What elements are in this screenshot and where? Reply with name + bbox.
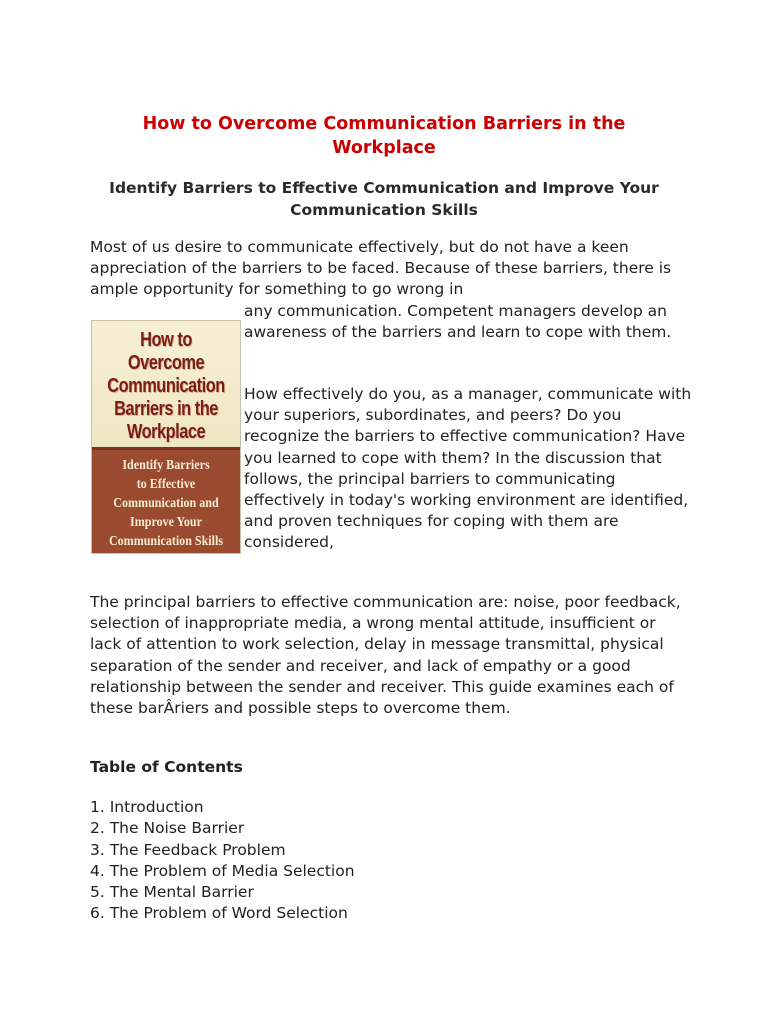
toc-item: 5. The Mental Barrier	[90, 883, 254, 902]
toc-heading: Table of Contents	[90, 758, 243, 776]
book-cover-subtitle-line: Improve Your	[130, 515, 202, 530]
book-cover-subtitle-line: Identify Barriers	[122, 458, 210, 473]
toc-list	[90, 797, 355, 925]
toc-item: 2. The Noise Barrier	[90, 819, 245, 838]
document-title: How to Overcome Communication Barriers in the Workplace	[142, 114, 626, 158]
principal-barriers-paragraph: The principal barriers to effective communication are: noise, poor feedback, selection of inappropriate media, a wrong mental attitude, insufficient or lack of attention to work selection, delay in message transmittal, physical separation of the sender and receiver, and lack of empathy or a good relationship between the sender and receiver. This guide examines each of these barÂriers and possible steps to overcome them.	[90, 593, 681, 718]
book-cover-subtitle-line: Communication Skills	[108, 534, 224, 549]
book-cover-title-line: How to Overcome	[127, 329, 205, 374]
intro-paragraph-top: Most of us desire to communicate effectively, but do not have a keen appreciation of the barriers to be faced. Because of these barriers, there is ample opportunity for something to go wrong in	[90, 238, 672, 299]
toc-item: 6. The Problem of Word Selection	[90, 904, 348, 923]
book-cover-subtitle-line: Communication and	[113, 496, 219, 511]
book-cover-title-line: Communication	[107, 375, 225, 397]
toc-item: 1. Introduction	[90, 798, 204, 816]
book-cover-subtitle	[102, 456, 229, 551]
book-cover-title	[105, 329, 226, 444]
book-cover-top-panel	[92, 321, 240, 447]
toc-item: 4. The Problem of Media Selection	[90, 861, 355, 880]
question-paragraph: How effectively do you, as a manager, communicate with your superiors, subordinates, and peers? Do you recognize the barriers to effective communication? Have you learned to cope with them? In the discussion that follows, the principal barriers to communicating effectively in today's working environment are identified, and proven techniques for coping with them are considered,	[244, 385, 692, 552]
toc-item: 3. The Feedback Problem	[90, 840, 286, 859]
book-cover-image	[91, 320, 241, 554]
book-cover-subtitle-line: to Effective	[136, 477, 196, 492]
document-subtitle: Identify Barriers to Effective Communication and Improve Your Communication Skills	[109, 179, 659, 219]
book-cover-title-line: Barriers in the	[114, 398, 218, 420]
intro-paragraph-wrap: any communication. Competent managers develop an awareness of the barriers and learn to cope with them.	[244, 302, 672, 342]
book-cover-title-line: Workplace	[126, 421, 206, 443]
book-cover-bottom-panel	[92, 447, 240, 554]
